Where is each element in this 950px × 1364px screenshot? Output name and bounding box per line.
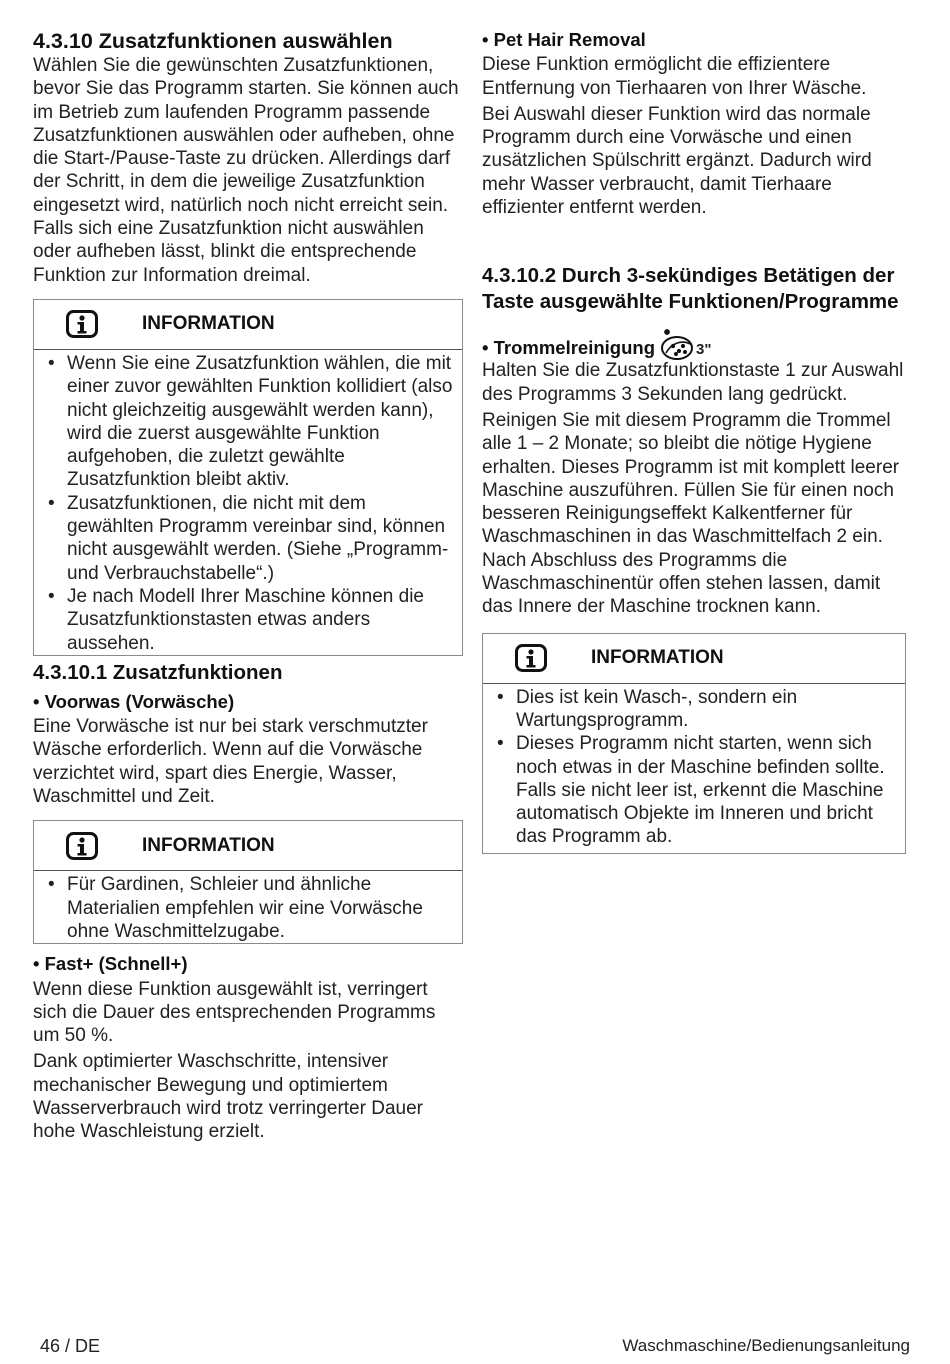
subsection-heading: 4.3.10.2 Durch 3-sekündiges Betätigen der Taste ausgewählte Funktionen/Programme — [482, 264, 899, 314]
trommel-title: • Trommelreinigung — [482, 337, 655, 359]
info-icon — [34, 832, 142, 860]
fast-title: • Fast+ (Schnell+) — [33, 953, 188, 975]
trommel-title-row — [482, 325, 906, 359]
information-header — [34, 300, 462, 350]
voorwas-title: • Voorwas (Vorwäsche) — [33, 690, 235, 712]
info-icon — [483, 644, 591, 672]
pet-hair-title: • Pet Hair Removal — [482, 29, 646, 50]
pet-hair-paragraph-1: Diese Funktion ermöglicht die effizientere Entfernung von Tierhaaren von Ihrer Wäsche. — [482, 54, 867, 99]
information-title: INFORMATION — [142, 313, 275, 335]
page-number: 46 / DE — [40, 1336, 101, 1356]
left-column — [33, 28, 463, 1147]
information-box — [482, 633, 906, 854]
list-item: • Zusatzfunktionen, die nicht mit dem gewählten Programm vereinbar sind, können nicht ausgewählt werden. (Siehe „Programm- und Verbrauchstabelle“.) — [48, 492, 454, 585]
list-item: • Für Gardinen, Schleier und ähnliche Materialien empfehlen wir eine Vorwäsche ohne Waschmittelzugabe. — [48, 873, 454, 943]
list-item: • Wenn Sie eine Zusatzfunktion wählen, die mit einer zuvor gewählten Funktion kollidiert (also nicht gleichzeitig ausgewählt werden kann), wird die zuerst ausgewählte Funktion aufgehoben, die zuletzt gewählte Zusatzfunktion bleibt aktiv. — [48, 352, 454, 492]
information-title: INFORMATION — [591, 647, 724, 669]
information-list — [483, 684, 905, 853]
trommel-paragraph-2: Reinigen Sie mit diesem Programm die Trommel alle 1 – 2 Monate; so bleibt die nötige Hygiene erhalten. Dieses Programm ist mit komplett leerer Maschine auszuführen. Füllen Sie für einen noch besseren Reinigungseffekt Kalkentferner für Waschmaschinen in das Waschmittelfach 2 ein. Nach Abschluss des Programms die Waschmaschinentür offen stehen lassen, damit das Innere der Maschine trocknen kann. — [482, 409, 900, 618]
information-list — [34, 871, 462, 943]
symbol-duration-label: 3" — [696, 341, 712, 359]
section-heading: 4.3.10 Zusatzfunktionen auswählen — [33, 29, 393, 53]
info-icon — [34, 310, 142, 338]
fast-paragraph-2: Dank optimierter Waschschritte, intensiver mechanischer Bewegung und optimiertem Wasserverbrauch wird trotz verringerter Dauer hohe Waschleistung erzielt. — [33, 1051, 423, 1143]
list-item: • Dies ist kein Wasch-, sondern ein Wartungsprogramm. — [497, 686, 897, 733]
list-item: • Je nach Modell Ihrer Maschine können die Zusatzfunktionstasten etwas anders aussehen. — [48, 585, 454, 655]
intro-paragraph: Wählen Sie die gewünschten Zusatzfunktionen, bevor Sie das Programm starten. Sie können auch im Betrieb zum laufenden Programm passende Zusatzfunktionen auswählen oder aufheben, ohne die Start-/Pause-Taste zu drücken. Allerdings darf der Schritt, in dem die jeweilige Zusatzfunktion eingesetzt wird, natürlich noch nicht erreicht sein. Falls sich eine Zusatzfunktion nicht auswählen oder aufheben lässt, blinkt die entsprechende Funktion zur Information dreimal. — [33, 55, 459, 286]
right-column — [482, 28, 906, 858]
fast-paragraph-1: Wenn diese Funktion ausgewählt ist, verringert sich die Dauer des entsprechenden Programms um 50 %. — [33, 978, 436, 1047]
information-header — [483, 634, 905, 684]
drum-clean-icon — [659, 327, 711, 361]
trommel-paragraph-1: Halten Sie die Zusatzfunktionstaste 1 zur Auswahl des Programms 3 Sekunden lang gedrückt. — [482, 360, 904, 405]
list-item: • Dieses Programm nicht starten, wenn sich noch etwas in der Maschine befinden sollte. Falls sie nicht leer ist, erkennt die Maschine automatisch Objekte im Inneren und bricht das Programm ab. — [497, 732, 897, 848]
information-box — [33, 299, 463, 656]
voorwas-paragraph: Eine Vorwäsche ist nur bei stark verschmutzter Wäsche erforderlich. Wenn auf die Vorwäsche verzichtet wird, spart dies Energie, Wasser, Waschmittel und Zeit. — [33, 716, 428, 808]
information-title: INFORMATION — [142, 834, 275, 856]
subsection-heading: 4.3.10.1 Zusatzfunktionen — [33, 660, 283, 684]
information-box — [33, 820, 463, 944]
information-list — [34, 350, 462, 655]
pet-hair-paragraph-2: Bei Auswahl dieser Funktion wird das normale Programm durch eine Vorwäsche und einen zusätzlichen Spülschritt ergänzt. Dadurch wird mehr Wasser verbraucht, damit Tierhaare effizienter entfernt werden. — [482, 103, 872, 219]
information-header — [34, 821, 462, 871]
footer-title: Waschmaschine/Bedienungsanleitung — [622, 1336, 910, 1355]
